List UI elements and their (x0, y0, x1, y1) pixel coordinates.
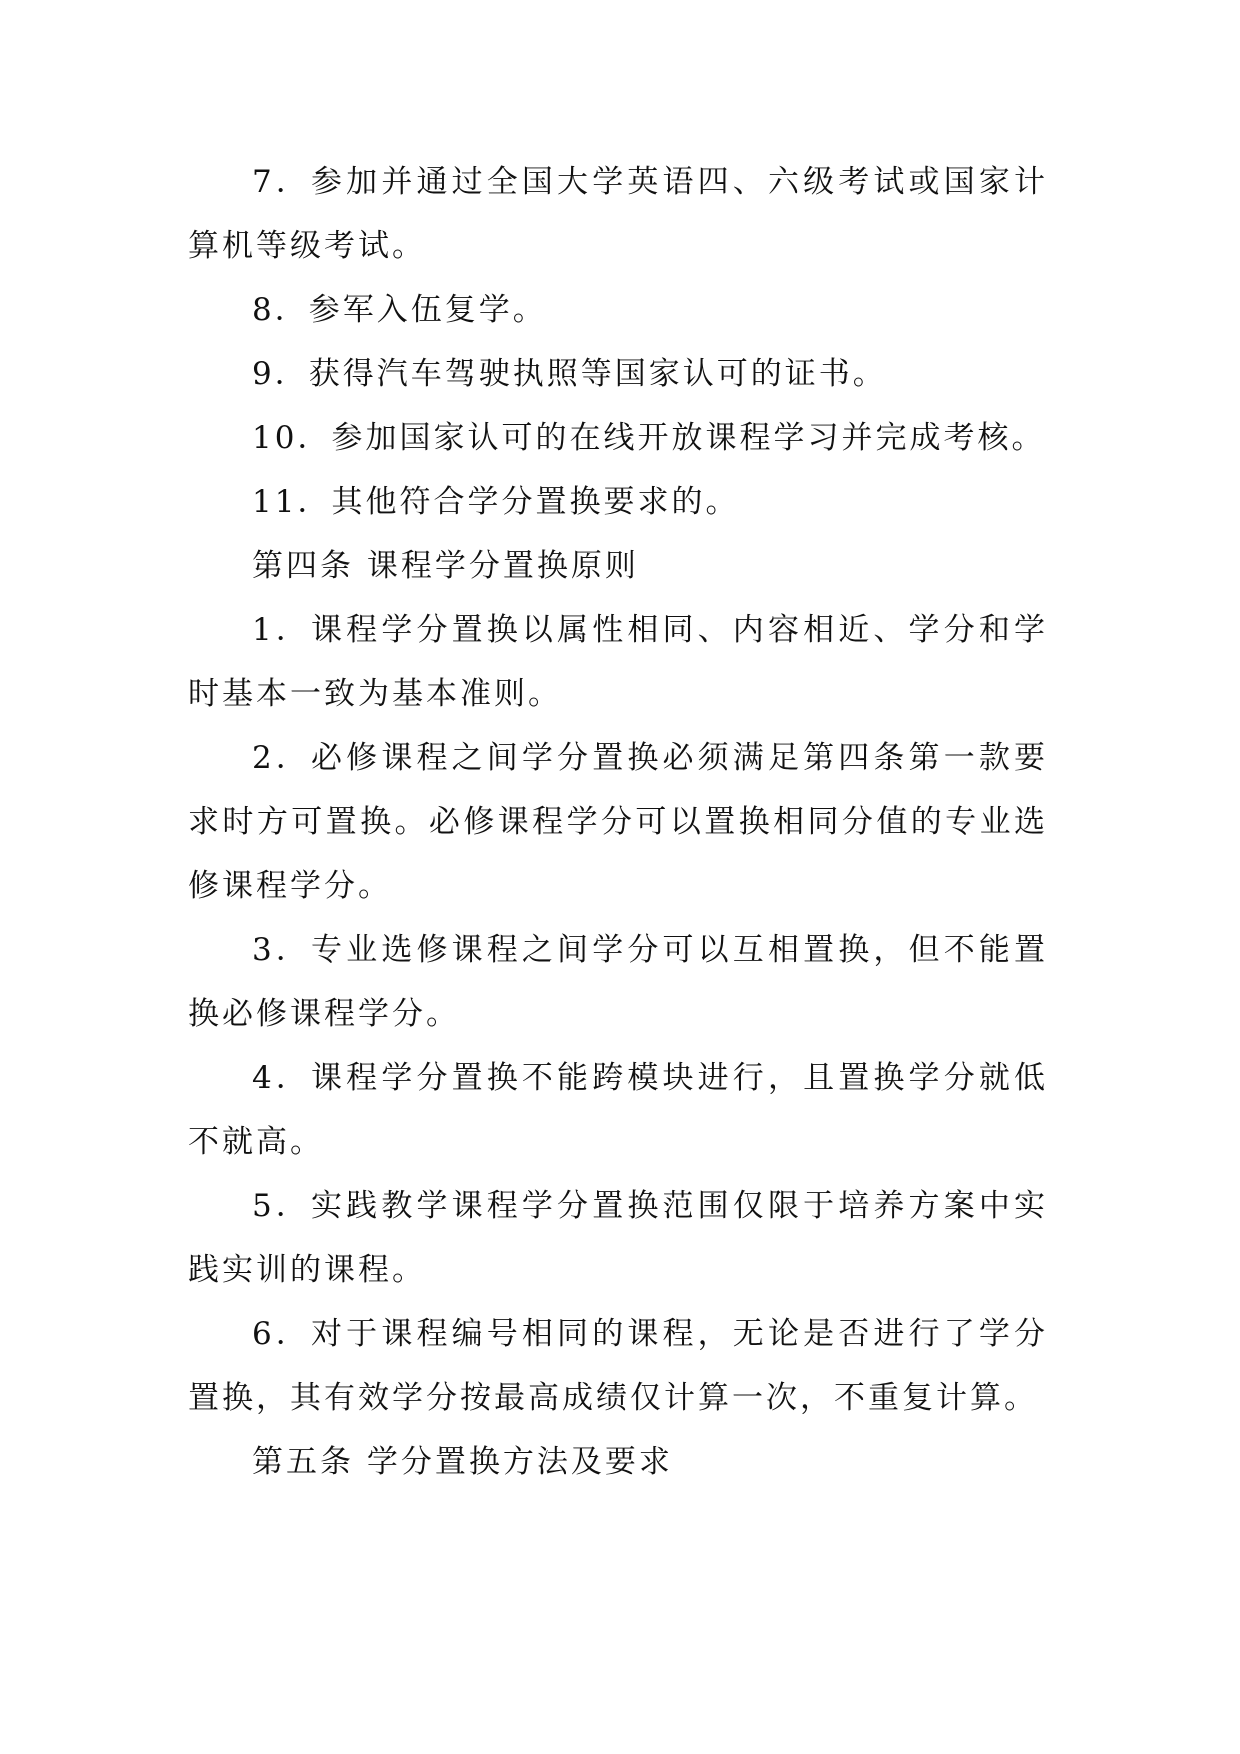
item-7: 7．参加并通过全国大学英语四、六级考试或国家计算机等级考试。 (188, 164, 1048, 264)
document-body (188, 150, 1048, 1494)
principle-2: 2．必修课程之间学分置换必须满足第四条第一款要求时方可置换。必修课程学分可以置换相同分值的专业选修课程学分。 (188, 740, 1048, 904)
item-11: 11．其他符合学分置换要求的。 (252, 484, 740, 520)
principle-4: 4．课程学分置换不能跨模块进行，且置换学分就低不就高。 (188, 1060, 1048, 1160)
item-9: 9．获得汽车驾驶执照等国家认可的证书。 (252, 356, 887, 392)
article-4-heading: 第四条 课程学分置换原则 (252, 548, 639, 584)
principle-1: 1．课程学分置换以属性相同、内容相近、学分和学时基本一致为基本准则。 (188, 612, 1048, 712)
principle-3: 3．专业选修课程之间学分可以互相置换，但不能置换必修课程学分。 (188, 932, 1048, 1032)
item-8: 8．参军入伍复学。 (252, 292, 547, 328)
article-5-heading: 第五条 学分置换方法及要求 (252, 1444, 673, 1480)
item-10: 10．参加国家认可的在线开放课程学习并完成考核。 (252, 420, 1046, 456)
principle-6: 6．对于课程编号相同的课程，无论是否进行了学分置换，其有效学分按最高成绩仅计算一次，不重复计算。 (188, 1316, 1048, 1416)
principle-5: 5．实践教学课程学分置换范围仅限于培养方案中实践实训的课程。 (188, 1188, 1048, 1288)
